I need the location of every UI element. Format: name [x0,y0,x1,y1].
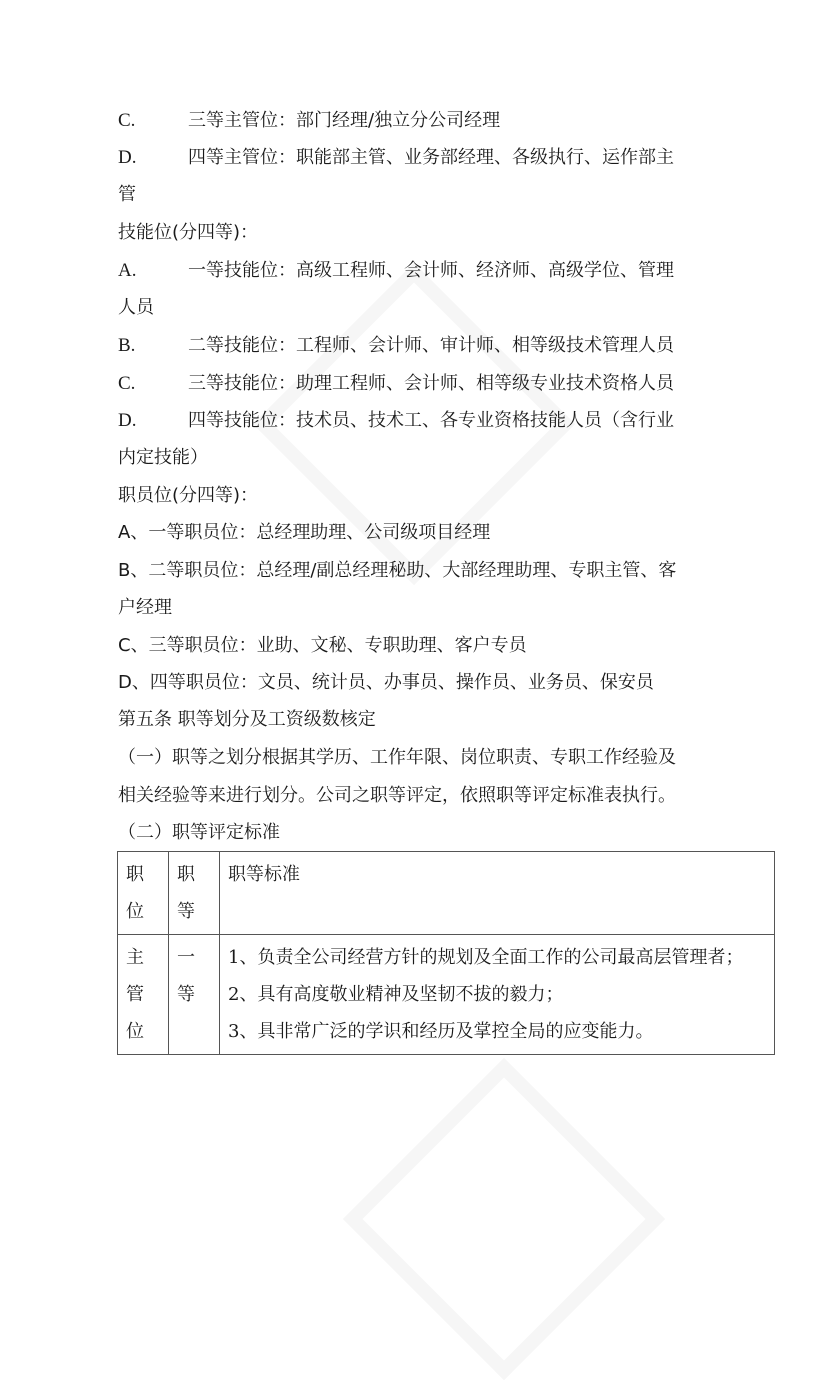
watermark-icon [343,1058,665,1380]
header-text: 职等标准 [228,864,300,885]
grade-text: 一等技能位：高级工程师、会计师、经济师、高级学位、管理 [188,260,674,281]
list-marker: C. [118,110,136,131]
header-standard [220,852,775,935]
staff-grade-a: A、一等职员位：总经理助理、公司级项目经理 [118,522,491,543]
grade-text: 三等技能位：助理工程师、会计师、相等级专业技术资格人员 [188,373,674,394]
skill-grade-d-wrap: 内定技能） [118,447,208,468]
staff-grade-c: C、三等职员位：业助、文秘、专职助理、客户专员 [118,635,527,656]
article-5-title: 第五条 职等划分及工资级数核定 [118,709,376,730]
paragraph-1-line-2: 相关经验等来进行划分。公司之职等评定，依照职等评定标准表执行。 [118,785,676,806]
header-position [118,852,169,935]
header-text: 职 [126,864,144,885]
table-row [118,935,775,1055]
table-header-row [118,852,775,935]
paragraph-2-heading: （二）职等评定标准 [118,822,280,843]
list-marker: B. [118,335,136,356]
cell-text: 等 [177,984,195,1005]
list-marker: A. [118,260,137,281]
skill-grade-a-wrap: 人员 [118,297,154,318]
supervisor-grade-d-wrap: 管 [118,184,136,205]
grade-text: 二等技能位：工程师、会计师、审计师、相等级技术管理人员 [188,335,674,356]
skill-grade-d [118,410,674,432]
list-marker: C. [118,373,136,394]
paragraph-1-line-1: （一）职等之划分根据其学历、工作年限、岗位职责、专职工作经验及 [118,747,676,768]
cell-standard [220,935,775,1055]
header-text: 职 [177,864,195,885]
staff-grade-b: B、二等职员位：总经理/副总经理秘助、大部经理助理、专职主管、客 [118,560,677,581]
skill-heading: 技能位(分四等)： [118,222,259,243]
cell-text: 2、具有高度敬业精神及坚韧不拔的毅力； [228,984,564,1005]
cell-text: 位 [126,1021,144,1042]
skill-grade-b [118,335,674,357]
grade-text: 三等主管位：部门经理/独立分公司经理 [188,110,501,131]
supervisor-grade-d [118,147,674,169]
cell-grade [169,935,220,1055]
cell-text: 主 [126,947,144,968]
cell-text: 1、负责全公司经营方针的规划及全面工作的公司最高层管理者； [228,947,744,968]
cell-text: 一 [177,947,195,968]
grade-standard-table [117,851,775,1055]
header-text: 等 [177,901,195,922]
staff-heading: 职员位(分四等)： [118,485,259,506]
list-marker: D. [118,410,137,431]
list-marker: D. [118,147,137,168]
grade-text: 四等主管位：职能部主管、业务部经理、各级执行、运作部主 [188,147,674,168]
cell-text: 3、具非常广泛的学识和经历及掌控全局的应变能力。 [228,1021,654,1042]
cell-text: 管 [126,984,144,1005]
staff-grade-d: D、四等职员位：文员、统计员、办事员、操作员、业务员、保安员 [118,672,654,693]
staff-grade-b-wrap: 户经理 [118,597,172,618]
supervisor-grade-c [118,110,500,132]
grade-text: 四等技能位：技术员、技术工、各专业资格技能人员（含行业 [188,410,674,431]
header-grade [169,852,220,935]
header-text: 位 [126,901,144,922]
skill-grade-c [118,373,674,395]
skill-grade-a [118,260,674,282]
cell-position [118,935,169,1055]
